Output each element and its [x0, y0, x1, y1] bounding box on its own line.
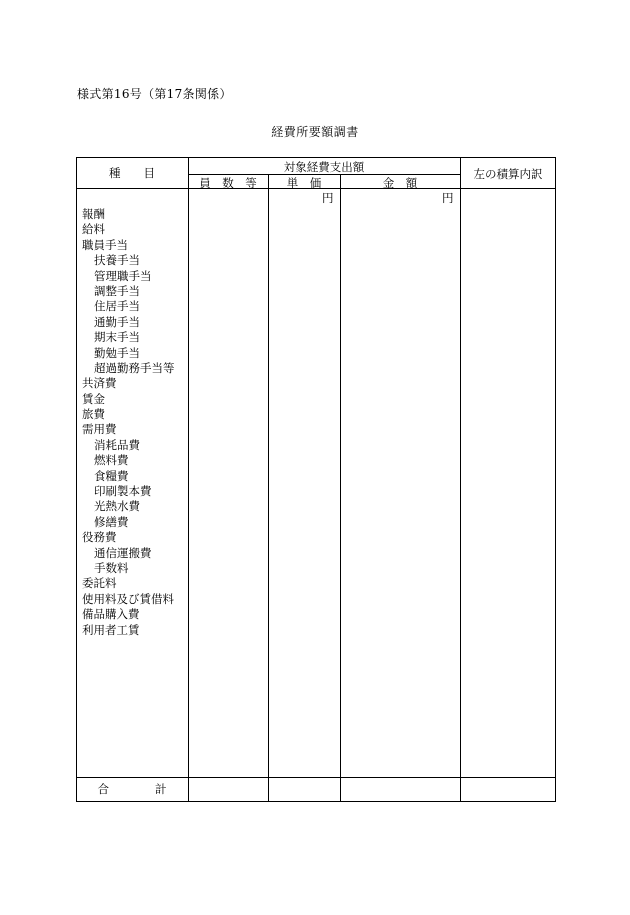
expense-item: 給料 — [82, 222, 105, 237]
expense-item: 利用者工賃 — [82, 622, 140, 637]
total-label: 合 計 — [97, 782, 167, 796]
col-divider-4 — [460, 157, 461, 802]
expense-item: 報酬 — [82, 207, 105, 221]
expense-item: 勤勉手当 — [94, 345, 140, 360]
expense-item: 管理職手当 — [94, 268, 152, 283]
total-row-divider — [76, 777, 556, 778]
col-divider-3 — [340, 174, 341, 802]
expense-item: 印刷製本費 — [94, 484, 152, 499]
expense-item: 調整手当 — [94, 283, 140, 298]
header-category: 種 目 — [109, 166, 155, 180]
expense-item: 扶養手当 — [94, 253, 140, 268]
header-expense-group: 対象経費支出額 — [283, 160, 365, 174]
table-border-right — [555, 157, 556, 802]
expense-item: 通信運搬費 — [94, 545, 152, 560]
unit-yen-price: 円 — [322, 191, 334, 205]
expense-table — [76, 157, 556, 802]
expense-item: 超過勤務手当等 — [94, 360, 175, 375]
expense-item: 手数料 — [94, 560, 129, 575]
table-border-bottom — [76, 801, 556, 802]
expense-item: 委託料 — [82, 576, 117, 591]
expense-item: 賃金 — [82, 391, 105, 406]
header-count: 員 数 等 — [199, 176, 257, 190]
expense-item: 通勤手当 — [94, 314, 140, 329]
header-unit-price: 単 価 — [286, 176, 322, 190]
document-title: 経費所要額調書 — [271, 125, 359, 139]
unit-yen-amount: 円 — [442, 191, 454, 205]
form-number: 様式第16号（第17条関係） — [77, 87, 232, 101]
expense-item: 備品購入費 — [82, 607, 140, 622]
expense-item: 住居手当 — [94, 299, 140, 314]
expense-item: 光熱水費 — [94, 499, 140, 514]
expense-item-list — [82, 207, 175, 638]
expense-item: 需用費 — [82, 422, 117, 437]
expense-item: 共済費 — [82, 376, 117, 391]
expense-item: 燃料費 — [94, 453, 129, 468]
col-divider-2 — [268, 174, 269, 802]
expense-item: 使用料及び賃借料 — [82, 591, 174, 606]
header-breakdown: 左の積算内訳 — [473, 167, 543, 181]
header-amount: 金 額 — [382, 176, 418, 190]
expense-item: 期末手当 — [94, 330, 140, 345]
expense-item: 修繕費 — [94, 514, 129, 529]
expense-item: 旅費 — [82, 407, 105, 422]
table-border-left — [76, 157, 77, 802]
expense-item: 役務費 — [82, 530, 117, 545]
expense-item: 消耗品費 — [94, 437, 140, 452]
expense-item: 職員手当 — [82, 237, 128, 252]
col-divider-1 — [188, 157, 189, 802]
table-border-top — [76, 157, 556, 158]
expense-item: 食糧費 — [94, 468, 129, 483]
